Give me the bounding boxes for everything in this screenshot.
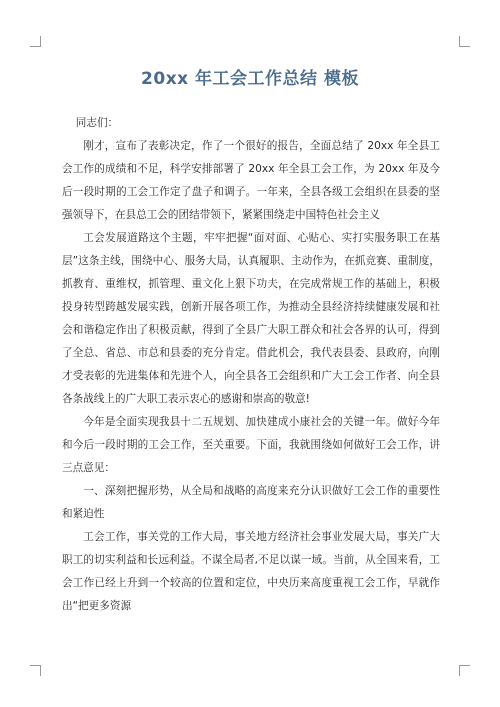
paragraph-4: 工会工作，事关党的工作大局，事关地方经济社会事业发展大局，事关广大职工的切实利益和长远利益。不谋全局者,不足以谋一域。当前，从全国来看，工会工作已经上升到一个较高的位置和定位，中央历来高度重视工会工作，早就作出“把更多资源 <box>62 531 440 612</box>
salutation: 同志们： <box>75 117 119 129</box>
paragraph-2: 工会发展道路这个主题，牢牢把握“面对面、心贴心、实打实服务职工在基层”这条主线，围绕中心、服务大局，认真履职、主动作为，在抓竞赛、重制度，抓教育、重维权，抓管理、重文化上狠下功夫，在完成常规工作的基础上，积极投身转型跨越发展实践，创新开展各项工作，为推动全县经济持续健康发展和社会和谐稳定作出了积极贡献，得到了全县广大职工群众和社会各界的认可，得到了全总、省总、市总和县委的充分肯定。借此机会，我代表县委、县政府，向刚才受表彰的先进集体和先进个人，向全县各工会组织和广大工会工作者、向全县各条战线上的广大职工表示衷心的感谢和崇高的敬意! <box>62 232 440 405</box>
document-title: 20xx 年工会工作总结 模板 <box>141 69 359 89</box>
crop-mark-top-right <box>459 36 470 47</box>
crop-mark-top-left <box>30 36 41 47</box>
crop-mark-bottom-right <box>459 665 470 676</box>
document-body <box>62 112 440 618</box>
paragraph-3: 今年是全面实现我县十二五规划、加快建成小康社会的关键一年。做好今年和今后一段时期的工会工作，至关重要。下面，我就围绕如何做好工会工作，讲三点意见： <box>62 416 440 474</box>
paragraph-1: 刚才，宣布了表彰决定，作了一个很好的报告，全面总结了 20xx 年全县工会工作的成绩和不足，科学安排部署了 20xx 年全县工会工作，为 20xx 年及今后一段时期的工会工作定了盘子和调子。一年来，全县各级工会组织在县委的坚强领导下，在县总工会的团结带领下，紧紧围绕走中国特色社会主义 <box>62 140 440 221</box>
crop-mark-bottom-left <box>30 665 41 676</box>
section-heading-1: 一、深刻把握形势，从全局和战略的高度来充分认识做好工会工作的重要性和紧迫性 <box>62 485 440 520</box>
